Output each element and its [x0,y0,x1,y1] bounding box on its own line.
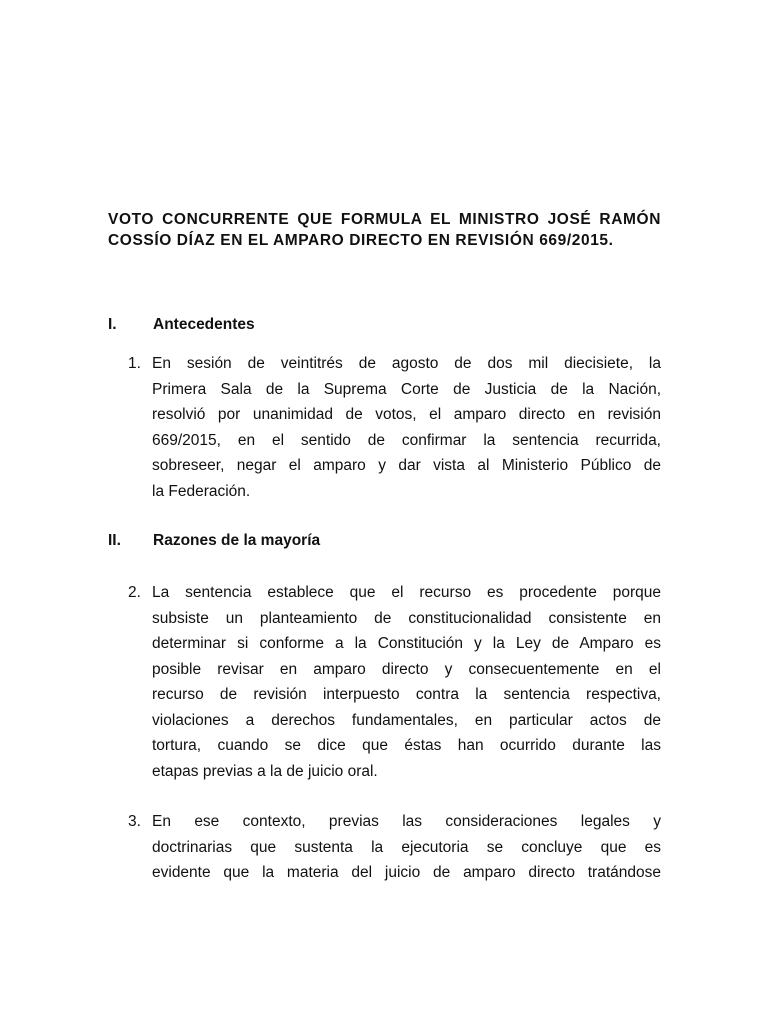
paragraph-1 [128,351,661,504]
document-title: VOTO CONCURRENTE QUE FORMULA EL MINISTRO JOSÉ RAMÓN COSSÍO DÍAZ EN EL AMPARO DIRECTO EN REVISIÓN 669/2015. [108,211,661,249]
paragraph-line: Primera Sala de la Suprema Corte de Justicia de la Nación, [152,380,661,398]
section-title: Antecedentes [153,316,255,333]
paragraph-line: recurso de revisión interpuesto contra la sentencia respectiva, [152,686,661,703]
paragraph-line: violaciones a derechos fundamentales, en particular actos de [152,711,661,729]
paragraph-line: En ese contexto, previas las consideraciones legales y [152,813,661,830]
section-heading-antecedentes [108,314,255,336]
paragraph-number: 2. [128,584,141,601]
paragraph-line: En sesión de veintitrés de agosto de dos mil diecisiete, la [152,355,661,372]
paragraph-line: posible revisar en amparo directo y consecuentemente en el [152,660,661,678]
paragraph-line: subsiste un planteamiento de constitucionalidad consistente en [152,609,661,627]
paragraph-line: doctrinarias que sustenta la ejecutoria se concluye que es [152,838,661,856]
paragraph-number: 1. [128,355,141,372]
paragraph-line: tortura, cuando se dice que éstas han ocurrido durante las [152,737,661,754]
paragraph-3 [128,809,661,886]
section-title: Razones de la mayoría [153,532,321,549]
paragraph-number: 3. [128,813,141,830]
section-heading-razones [108,530,320,552]
paragraph-line: 669/2015, en el sentido de confirmar la sentencia recurrida, [152,431,661,449]
paragraph-line: evidente que la materia del juicio de amparo directo tratándose [152,864,661,881]
paragraph-2 [128,580,661,784]
paragraph-line: resolvió por unanimidad de votos, el amparo directo en revisión [152,406,661,423]
paragraph-line: etapas previas a la de juicio oral. [152,762,378,780]
paragraph-line: la Federación. [152,482,251,500]
section-number: II. [108,532,121,549]
section-number: I. [108,316,117,333]
paragraph-line: determinar si conforme a la Constitución y la Ley de Amparo es [152,635,661,652]
paragraph-line: La sentencia establece que el recurso es procedente porque [152,584,661,601]
paragraph-line: sobreseer, negar el amparo y dar vista al Ministerio Público de [152,457,661,474]
